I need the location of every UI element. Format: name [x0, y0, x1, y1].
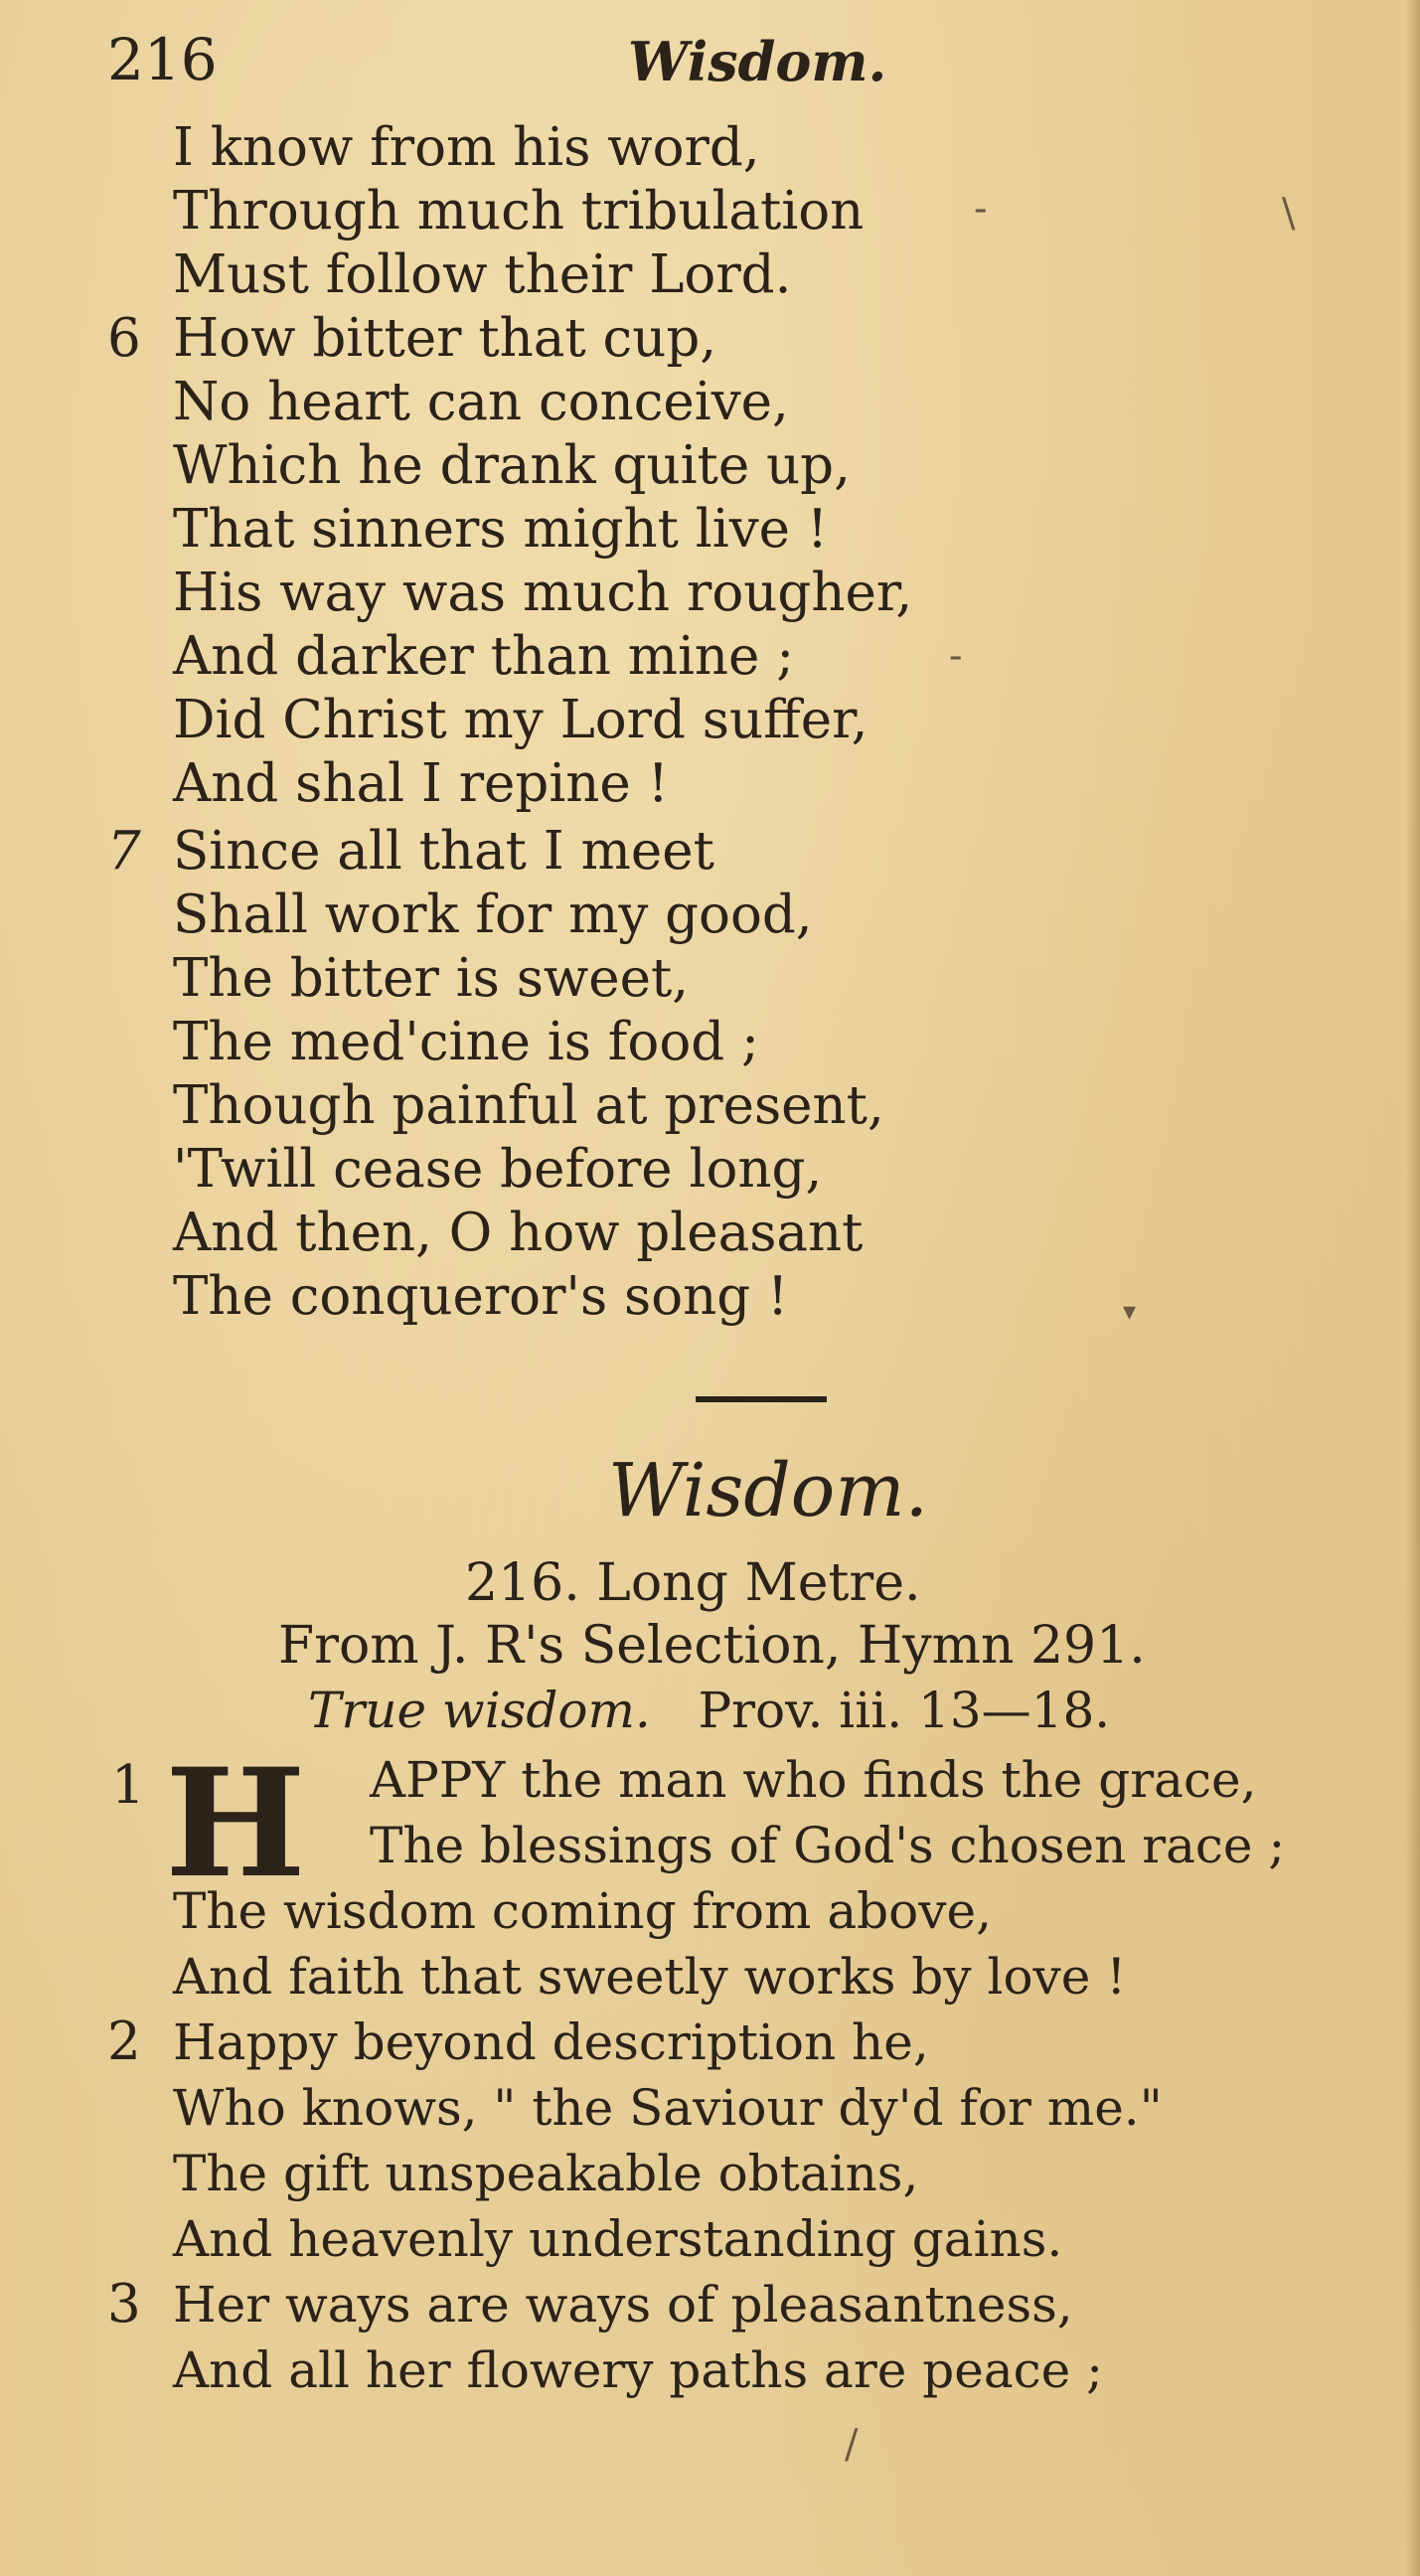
verse-line: The wisdom coming from above, — [173, 1882, 992, 1940]
verse-line: The conqueror's song ! — [173, 1266, 789, 1327]
verse-line: Her ways are ways of pleasantness, — [173, 2276, 1073, 2334]
verse-line: Since all that I meet — [173, 821, 714, 882]
verse-number: 7 — [107, 821, 141, 882]
verse-line: The med'cine is food ; — [173, 1012, 759, 1072]
verse-line: Shall work for my good, — [173, 885, 813, 945]
verse-line: The blessings of God's chosen race ; — [370, 1817, 1286, 1874]
verse-line: Did Christ my Lord suffer, — [173, 690, 868, 750]
verse-line: And darker than mine ; — [173, 626, 795, 687]
ink-speck: \ — [1282, 191, 1296, 237]
verse-line: Through much tribulation — [173, 181, 865, 242]
drop-cap: H — [165, 1736, 306, 1911]
verse-number: 1 — [111, 1755, 145, 1816]
ink-speck: / — [845, 2422, 859, 2468]
verse-number: 2 — [107, 2012, 141, 2072]
verse-line: Though painful at present, — [173, 1075, 884, 1136]
verse-line: How bitter that cup, — [173, 308, 717, 369]
verse-line: And then, O how pleasant — [173, 1203, 864, 1263]
verse-line: 'Twill cease before long, — [173, 1139, 823, 1200]
verse-line: And faith that sweetly works by love ! — [173, 1948, 1127, 2006]
hymn-number: 216. Long Metre. — [465, 1553, 921, 1613]
verse-line: The gift unspeakable obtains, — [173, 2145, 919, 2202]
section-divider — [696, 1396, 827, 1402]
verse-line: And shal I repine ! — [173, 753, 669, 814]
verse-number: 3 — [107, 2274, 141, 2334]
verse-line: Happy beyond description he, — [173, 2013, 929, 2071]
section-title: Wisdom. — [608, 1448, 929, 1533]
verse-line: No heart can conceive, — [173, 372, 789, 432]
verse-line: The bitter is sweet, — [173, 948, 690, 1009]
verse-line: Which he drank quite up, — [173, 435, 851, 496]
verse-line: That sinners might live ! — [173, 499, 829, 560]
page-number: 216 — [107, 26, 218, 93]
ink-speck: - — [974, 186, 988, 232]
verse-line: APPY the man who finds the grace, — [370, 1751, 1257, 1809]
hymn-source: From J. R's Selection, Hymn 291. — [278, 1616, 1146, 1676]
page-edge-shadow — [1406, 0, 1420, 2576]
hymn-subject — [308, 1680, 1110, 1741]
verse-line: And all her flowery paths are peace ; — [173, 2341, 1103, 2399]
verse-line: I know from his word, — [173, 117, 760, 178]
hymn-subject-title: True wisdom. — [308, 1682, 651, 1739]
verse-number: 6 — [107, 308, 141, 369]
ink-speck: - — [949, 633, 963, 679]
verse-line: And heavenly understanding gains. — [173, 2210, 1063, 2268]
hymn-scripture-ref: Prov. iii. 13—18. — [698, 1682, 1111, 1739]
verse-line: His way was much rougher, — [173, 563, 913, 623]
verse-line: Who knows, " the Saviour dy'd for me." — [173, 2079, 1163, 2137]
ink-speck: ▾ — [1123, 1297, 1137, 1327]
verse-line: Must follow their Lord. — [173, 244, 792, 305]
running-title: Wisdom. — [628, 30, 887, 93]
